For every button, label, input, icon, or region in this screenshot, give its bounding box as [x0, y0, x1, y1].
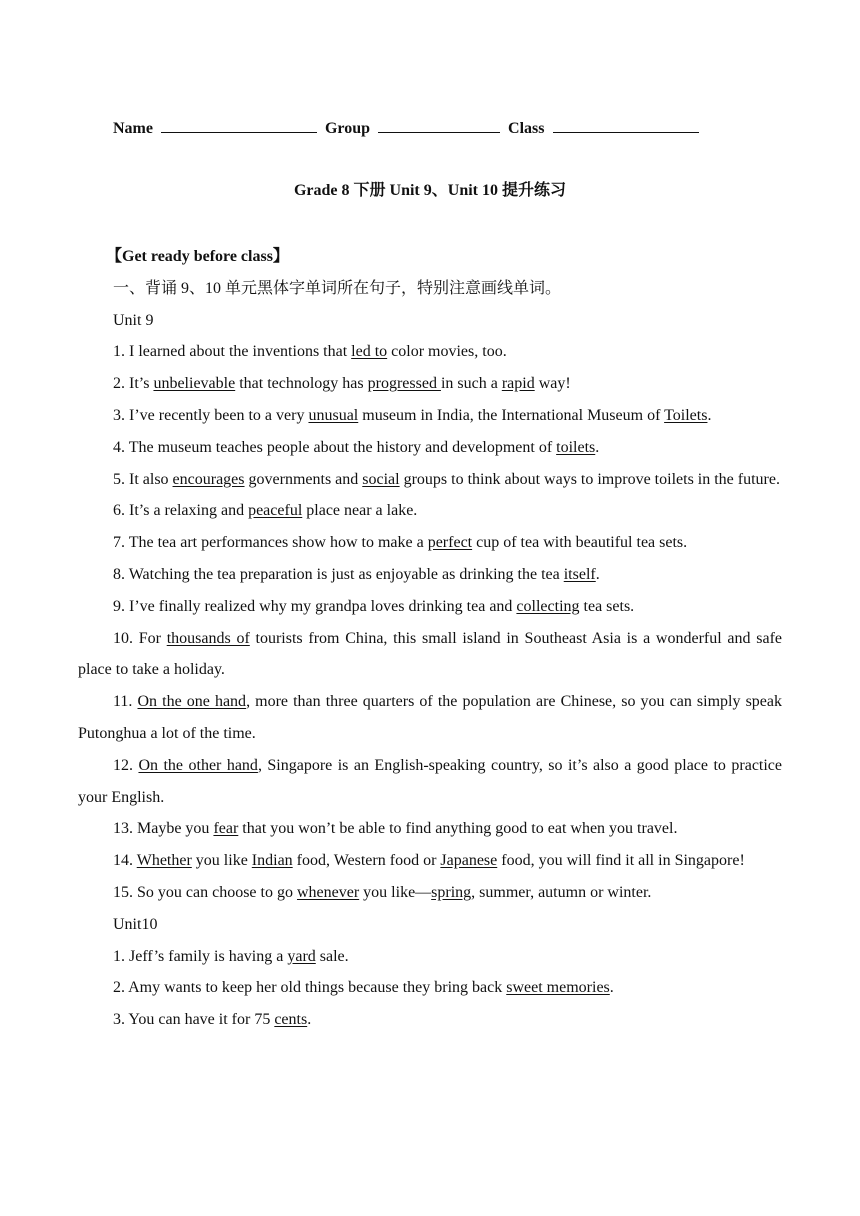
sentence-item: [78, 750, 782, 814]
sentence-item: [78, 623, 782, 687]
section-heading: 【Get ready before class】: [106, 248, 289, 265]
underlined-word: peaceful: [248, 502, 303, 520]
sentence-text: cup of tea with beautiful tea sets.: [472, 534, 688, 552]
sentence-text: , Singapore is an English-speaking country, so it’s also a good place to practice your English.: [78, 756, 783, 806]
sentence-text: that you won’t be able to find anything good to eat when you travel.: [238, 820, 678, 838]
instruction-text: 一、背诵 9、10 单元黑体字单词所在句子，特别注意画线单词。: [113, 279, 562, 297]
underlined-word: unusual: [308, 406, 359, 424]
unit10-label: Unit10: [113, 915, 158, 933]
sentence-text: 3. You can have it for 75: [113, 1011, 275, 1029]
sentence-item: [78, 432, 782, 464]
sentence-item: [78, 591, 782, 623]
sentence-item: [78, 845, 782, 877]
underlined-word: unbelievable: [153, 375, 236, 393]
underlined-word: spring: [431, 883, 472, 901]
sentence-text: , more than three quarters of the population are Chinese, so you can simply speak Putonghua a lot of the time.: [78, 693, 782, 742]
underlined-word: Toilets: [664, 406, 708, 424]
sentence-text: 1. Jeff’s family is having a: [113, 947, 288, 965]
sentence-text: food, you will find it all in Singapore!: [497, 852, 745, 870]
name-blank: [161, 116, 317, 133]
class-label: Class: [508, 120, 545, 137]
sentence-text: 4. The museum teaches people about the history and development of: [113, 438, 557, 456]
name-label: Name: [113, 120, 153, 137]
sentence-text: tea sets.: [579, 597, 635, 615]
sentence-text: that technology has: [235, 375, 368, 393]
underlined-word: On the other hand: [138, 756, 258, 774]
underlined-word: thousands of: [166, 629, 250, 647]
sentence-text: 7. The tea art performances show how to make a: [113, 534, 428, 552]
sentence-item: [78, 972, 782, 1004]
underlined-word: sweet memories: [506, 979, 610, 997]
sentence-text: , summer, autumn or winter.: [471, 883, 652, 901]
sentence-text: place near a lake.: [302, 502, 418, 520]
sentence-text: .: [595, 565, 600, 583]
underlined-word: toilets: [556, 438, 596, 456]
unit9-sentence-list: [78, 336, 782, 908]
group-label: Group: [324, 120, 371, 137]
underlined-word: itself: [563, 565, 596, 583]
sentence-text: 11.: [113, 693, 138, 711]
sentence-text: you like—: [359, 883, 432, 901]
underlined-word: led to: [351, 343, 388, 361]
sentence-item: [78, 941, 782, 973]
sentence-item: [78, 336, 782, 368]
class-blank: [553, 116, 699, 133]
sentence-text: 14.: [113, 852, 137, 870]
underlined-word: encourages: [172, 470, 245, 488]
sentence-text: .: [595, 438, 600, 456]
sentence-text: 9. I’ve finally realized why my grandpa loves drinking tea and: [113, 597, 517, 615]
sentence-text: 1. I learned about the inventions that: [113, 343, 352, 361]
sentence-text: 13. Maybe you: [113, 820, 214, 838]
sentence-item: [78, 1004, 782, 1036]
sentence-text: color movies, too.: [387, 343, 507, 361]
sentence-item: [78, 368, 782, 400]
sentence-text: 5. It also: [113, 470, 173, 488]
underlined-word: Whether: [136, 852, 192, 870]
sentence-item: [78, 464, 782, 496]
document-body: [78, 241, 782, 1036]
sentence-text: sale.: [315, 947, 349, 965]
sentence-text: food, Western food or: [292, 852, 441, 870]
underlined-word: rapid: [501, 375, 535, 393]
sentence-text: .: [707, 406, 712, 424]
sentence-text: 6. It’s a relaxing and: [113, 502, 249, 520]
sentence-text: 2. Amy wants to keep her old things because they bring back: [113, 979, 507, 997]
underlined-word: collecting: [516, 597, 580, 615]
underlined-word: progressed: [367, 375, 441, 393]
sentence-text: 15. So you can choose to go: [113, 883, 297, 901]
student-info-line: [113, 116, 707, 138]
sentence-item: [78, 495, 782, 527]
sentence-text: .: [307, 1011, 312, 1029]
underlined-word: Indian: [251, 852, 293, 870]
sentence-text: way!: [534, 375, 571, 393]
sentence-text: in such a: [440, 375, 502, 393]
sentence-text: 2. It’s: [113, 375, 154, 393]
sentence-text: 3. I’ve recently been to a very: [113, 406, 309, 424]
sentence-item: [78, 400, 782, 432]
sentence-text: 10. For: [113, 629, 167, 647]
unit9-label: Unit 9: [113, 311, 154, 329]
group-blank: [378, 116, 500, 133]
underlined-word: fear: [213, 820, 239, 838]
underlined-word: cents: [274, 1011, 308, 1029]
unit10-sentence-list: [78, 941, 782, 1036]
sentence-text: 8. Watching the tea preparation is just as enjoyable as drinking the tea: [113, 565, 564, 583]
sentence-text: tourists from China, this small island in Southeast Asia is a wonderful and safe place to take a holiday.: [78, 629, 783, 679]
underlined-word: perfect: [427, 534, 473, 552]
underlined-word: On the one hand: [137, 693, 247, 711]
sentence-text: .: [609, 979, 614, 997]
sentence-text: 12.: [113, 756, 139, 774]
sentence-text: governments and: [244, 470, 363, 488]
sentence-text: groups to think about ways to improve toilets in the future.: [399, 470, 780, 488]
sentence-item: [78, 813, 782, 845]
page-title: Grade 8 下册 Unit 9、Unit 10 提升练习: [293, 182, 566, 199]
underlined-word: social: [362, 470, 400, 488]
underlined-word: whenever: [296, 883, 360, 901]
sentence-item: [78, 527, 782, 559]
sentence-item: [78, 686, 782, 750]
sentence-item: [78, 877, 782, 909]
underlined-word: Japanese: [440, 852, 498, 870]
sentence-text: you like: [191, 852, 252, 870]
sentence-text: museum in India, the International Museum of: [358, 406, 665, 424]
sentence-item: [78, 559, 782, 591]
underlined-word: yard: [287, 947, 316, 965]
